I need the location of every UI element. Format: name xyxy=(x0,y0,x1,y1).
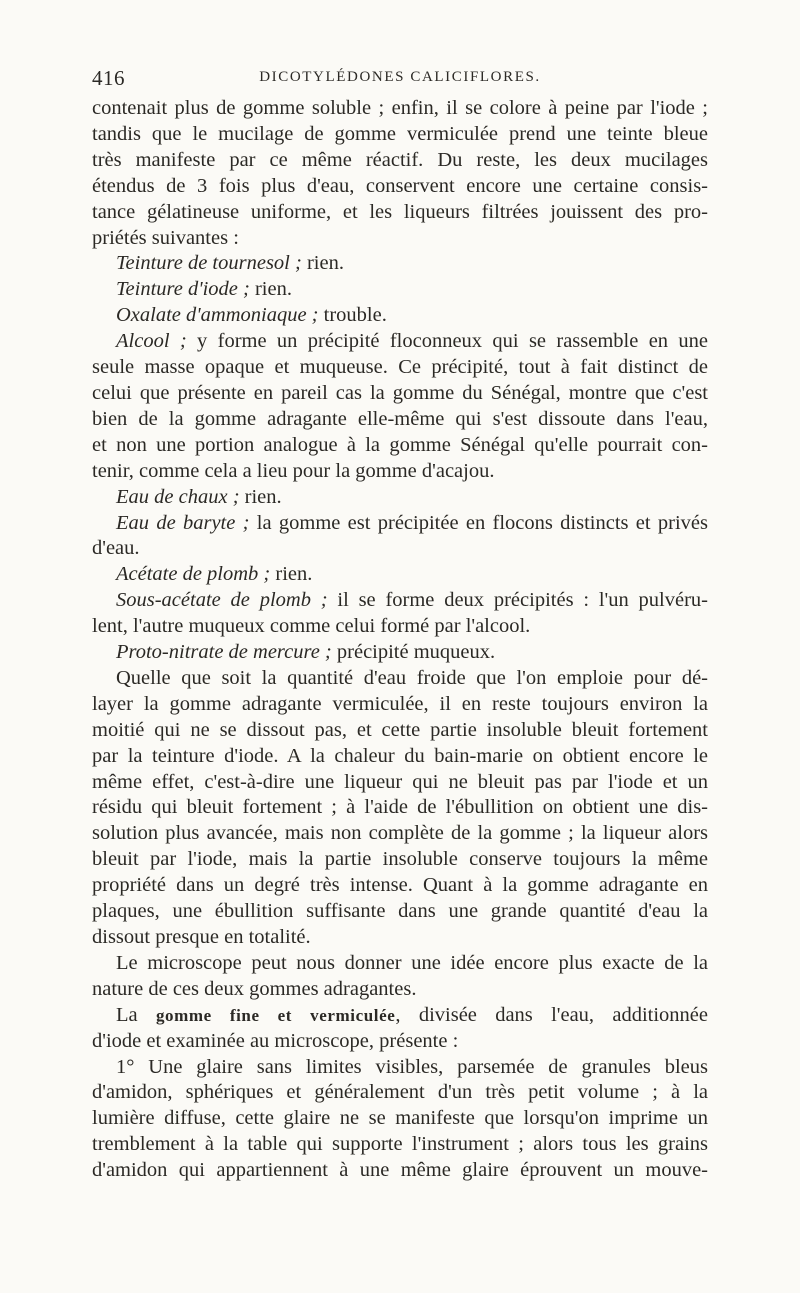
text-line xyxy=(92,666,708,692)
text-line xyxy=(92,821,708,847)
text-run: il se forme deux précipités : l'un pulvéru- xyxy=(327,589,708,612)
text-line xyxy=(92,1158,708,1184)
text-line xyxy=(92,303,708,329)
text-line xyxy=(92,795,708,821)
text-line xyxy=(92,148,708,174)
italic-term: Sous-acétate de plomb ; xyxy=(116,589,328,612)
text-line xyxy=(92,925,708,951)
italic-term: Oxalate d'ammoniaque ; xyxy=(116,304,319,327)
text-line xyxy=(92,485,708,511)
text-run: rien. xyxy=(249,278,292,301)
text-line xyxy=(92,277,708,303)
text-line xyxy=(92,692,708,718)
text-run: contenait plus de gomme soluble ; enfin, il se colore à peine par l'iode ; xyxy=(92,97,708,119)
text-run: priétés suivantes : xyxy=(92,226,239,249)
text-run: lent, l'autre muqueux comme celui formé par l'alcool. xyxy=(92,615,531,638)
text-run: seule masse opaque et muqueuse. Ce précipité, tout à fait distinct de xyxy=(92,356,708,379)
text-run: y forme un précipité floconneux qui se rassemble en une xyxy=(186,330,708,353)
text-run: Quelle que soit la quantité d'eau froide que l'on emploie pour dé- xyxy=(116,666,708,689)
text-line xyxy=(92,1080,708,1106)
text-line xyxy=(92,588,708,614)
text-line xyxy=(92,977,708,1003)
text-run: rien. xyxy=(270,563,313,586)
text-run: d'amidon qui appartiennent à une même glaire éprouvent un mouve- xyxy=(92,1159,708,1182)
text-run: moitié qui ne se dissout pas, et cette partie insoluble bleuit fortement xyxy=(92,718,708,741)
text-run: d'amidon, sphériques et généralement d'un très petit volume ; à la xyxy=(92,1081,708,1104)
text-line xyxy=(92,355,708,381)
text-run: tance gélatineuse uniforme, et les liqueurs filtrées jouissent des pro- xyxy=(92,200,708,223)
text-run: par la teinture d'iode. A la chaleur du bain-marie on obtient encore le xyxy=(92,744,708,767)
text-run: rien. xyxy=(301,252,344,275)
body-text xyxy=(92,96,708,1184)
text-run: bleuit par l'iode, mais la partie insoluble conserve toujours la même xyxy=(92,848,708,871)
text-run: même effet, c'est-à-dire une liqueur qui ne bleuit pas par l'iode et un xyxy=(92,770,708,793)
text-line xyxy=(92,1132,708,1158)
text-run: rien. xyxy=(239,485,282,508)
text-line xyxy=(92,174,708,200)
text-line xyxy=(92,122,708,148)
text-line xyxy=(92,226,708,252)
text-run: celui que présente en pareil cas la gomme du Sénégal, montre que c'est xyxy=(92,381,708,404)
text-run: bien de la gomme adragante elle-même qui s'est dissoute dans l'eau, xyxy=(92,407,708,430)
text-run: , divisée dans l'eau, additionnée xyxy=(395,1003,708,1026)
text-line xyxy=(92,200,708,226)
italic-term: Teinture d'iode ; xyxy=(116,278,250,301)
text-run: propriété dans un degré très intense. Quant à la gomme adragante en xyxy=(92,874,708,897)
italic-term: Proto-nitrate de mercure ; xyxy=(116,641,332,664)
text-run: d'eau. xyxy=(92,537,140,560)
text-run: tremblement à la table qui supporte l'instrument ; alors tous les grains xyxy=(92,1133,708,1156)
text-run: layer la gomme adragante vermiculée, il en reste toujours environ la xyxy=(92,692,708,715)
bold-term: gomme fine et vermiculée xyxy=(155,1005,396,1025)
text-line xyxy=(92,459,708,485)
text-run: nature de ces deux gommes adragantes. xyxy=(92,977,417,1000)
text-line xyxy=(92,1106,708,1132)
italic-term: Acétate de plomb ; xyxy=(116,563,271,586)
text-run: précipité muqueux. xyxy=(331,641,496,664)
text-run: étendus de 3 fois plus d'eau, conservent encore une certaine consis- xyxy=(92,174,708,197)
text-run: et non une portion analogue à la gomme Sénégal qu'elle pourrait con- xyxy=(92,433,708,456)
text-run: lumière diffuse, cette glaire ne se manifeste que lorsqu'on imprime un xyxy=(92,1107,708,1130)
text-run: la gomme est précipitée en flocons distincts et privés xyxy=(249,511,708,534)
text-run: résidu qui bleuit fortement ; à l'aide de l'ébullition on obtient une dis- xyxy=(92,796,708,819)
text-run: très manifeste par ce même réactif. Du reste, les deux mucilages xyxy=(92,148,708,171)
text-line xyxy=(92,744,708,770)
text-line xyxy=(92,1029,708,1055)
text-run: tenir, comme cela a lieu pour la gomme d'acajou. xyxy=(92,459,495,482)
page-header xyxy=(92,66,708,92)
text-line xyxy=(92,329,708,355)
text-line xyxy=(92,770,708,796)
text-line xyxy=(92,433,708,459)
text-run: La xyxy=(116,1003,156,1026)
text-line xyxy=(92,536,708,562)
text-line xyxy=(92,251,708,277)
text-run: tandis que le mucilage de gomme vermiculée prend une teinte bleue xyxy=(92,122,708,145)
text-line xyxy=(92,718,708,744)
text-run: dissout presque en totalité. xyxy=(92,926,311,948)
text-run: d'iode et examinée au microscope, présente : xyxy=(92,1029,459,1052)
text-line xyxy=(92,1055,708,1081)
text-run: trouble. xyxy=(318,304,387,327)
italic-term: Eau de chaux ; xyxy=(116,485,240,508)
text-line xyxy=(92,96,708,122)
text-line xyxy=(92,407,708,433)
text-run: Le microscope peut nous donner une idée encore plus exacte de la xyxy=(116,951,708,974)
text-line xyxy=(92,562,708,588)
italic-term: Alcool ; xyxy=(116,330,187,353)
text-line xyxy=(92,640,708,666)
text-line xyxy=(92,899,708,925)
text-run: solution plus avancée, mais non complète de la gomme ; la liqueur alors xyxy=(92,822,708,845)
page-number: 416 xyxy=(92,66,125,90)
text-line xyxy=(92,511,708,537)
text-line xyxy=(92,873,708,899)
text-line xyxy=(92,381,708,407)
text-line xyxy=(92,1003,708,1029)
text-line xyxy=(92,614,708,640)
text-run: 1° Une glaire sans limites visibles, parsemée de granules bleus xyxy=(116,1055,708,1078)
italic-term: Eau de baryte ; xyxy=(116,511,250,534)
text-line xyxy=(92,951,708,977)
text-run: plaques, une ébullition suffisante dans une grande quantité d'eau la xyxy=(92,900,708,923)
running-head: DICOTYLÉDONES CALICIFLORES. xyxy=(259,69,541,85)
italic-term: Teinture de tournesol ; xyxy=(116,252,302,275)
text-line xyxy=(92,847,708,873)
